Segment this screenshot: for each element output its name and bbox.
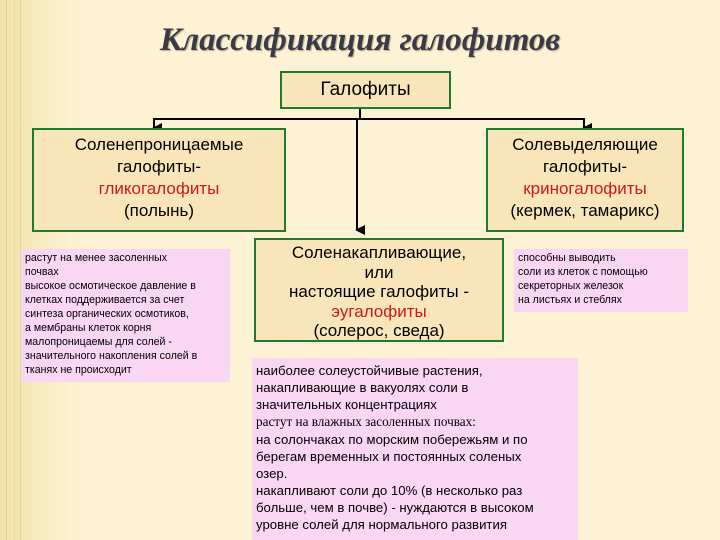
- center-note-line: накапливающие в вакуолях соли в: [256, 380, 469, 396]
- center-title-line: или: [364, 262, 394, 282]
- right-category-box: [486, 128, 684, 232]
- left-note-line: тканях не происходит: [25, 363, 132, 376]
- root-node: [280, 71, 451, 109]
- left-note-line: а мембраны клеток корня: [25, 321, 152, 334]
- center-note-line: наиболее солеустойчивые растения,: [256, 363, 483, 378]
- left-note-line: значительного накопления солей в: [25, 349, 198, 362]
- root-label: Галофиты: [320, 79, 411, 100]
- left-note-line: клетках поддерживается за счет: [25, 293, 185, 306]
- center-note-line: значительных концентрациях: [256, 397, 437, 413]
- center-note: [252, 358, 578, 540]
- center-note-line: растут на влажных засоленных почвах:: [256, 414, 476, 430]
- center-note-line: озер.: [256, 465, 288, 481]
- left-title-line: галофиты-: [117, 157, 201, 177]
- right-note-line: на листьях и стеблях: [518, 293, 622, 306]
- center-title-line: настоящие галофиты -: [289, 282, 469, 302]
- right-note: [514, 249, 688, 312]
- right-highlight: криногалофиты: [523, 179, 647, 199]
- left-note-line: высокое осмотическое давление в: [25, 279, 196, 292]
- slide-title: Классификация галофитов: [159, 22, 561, 58]
- left-example: (полынь): [124, 201, 194, 221]
- left-highlight: гликогалофиты: [98, 179, 220, 199]
- right-title-line: галофиты-: [543, 157, 627, 177]
- center-highlight: эугалофиты: [331, 301, 427, 321]
- left-note: [21, 249, 230, 382]
- left-note-line: синтеза органических осмотиков,: [25, 307, 189, 320]
- center-note-line: берегам временных и постоянных соленых: [256, 448, 522, 464]
- left-title-line: Соленепроницаемые: [74, 135, 244, 154]
- center-title-line: Соленакапливающие,: [291, 243, 467, 262]
- center-note-line: накапливают соли до 10% (в несколько раз: [256, 483, 523, 499]
- center-note-line: уровне солей для нормального развития: [256, 517, 507, 533]
- center-note-line: на солончаках по морским побережьям и по: [256, 431, 528, 447]
- right-example: (кермек, тамарикс): [510, 201, 660, 221]
- center-note-line: больше, чем в почве) - нуждаются в высоком: [256, 500, 534, 516]
- left-category-box: [32, 128, 286, 232]
- left-note-line: растут на менее засоленных: [25, 252, 168, 264]
- left-note-line: почвах: [25, 265, 59, 278]
- left-note-line: малопроницаемы для солей -: [25, 335, 172, 348]
- right-note-line: секреторных железок: [518, 279, 624, 292]
- center-category-box: [254, 238, 504, 342]
- center-example: (солерос, сведа): [313, 321, 445, 341]
- right-title-line: Солевыделяющие: [512, 135, 658, 154]
- right-note-line: соли из клеток с помощью: [518, 265, 648, 278]
- right-note-line: способны выводить: [518, 252, 616, 264]
